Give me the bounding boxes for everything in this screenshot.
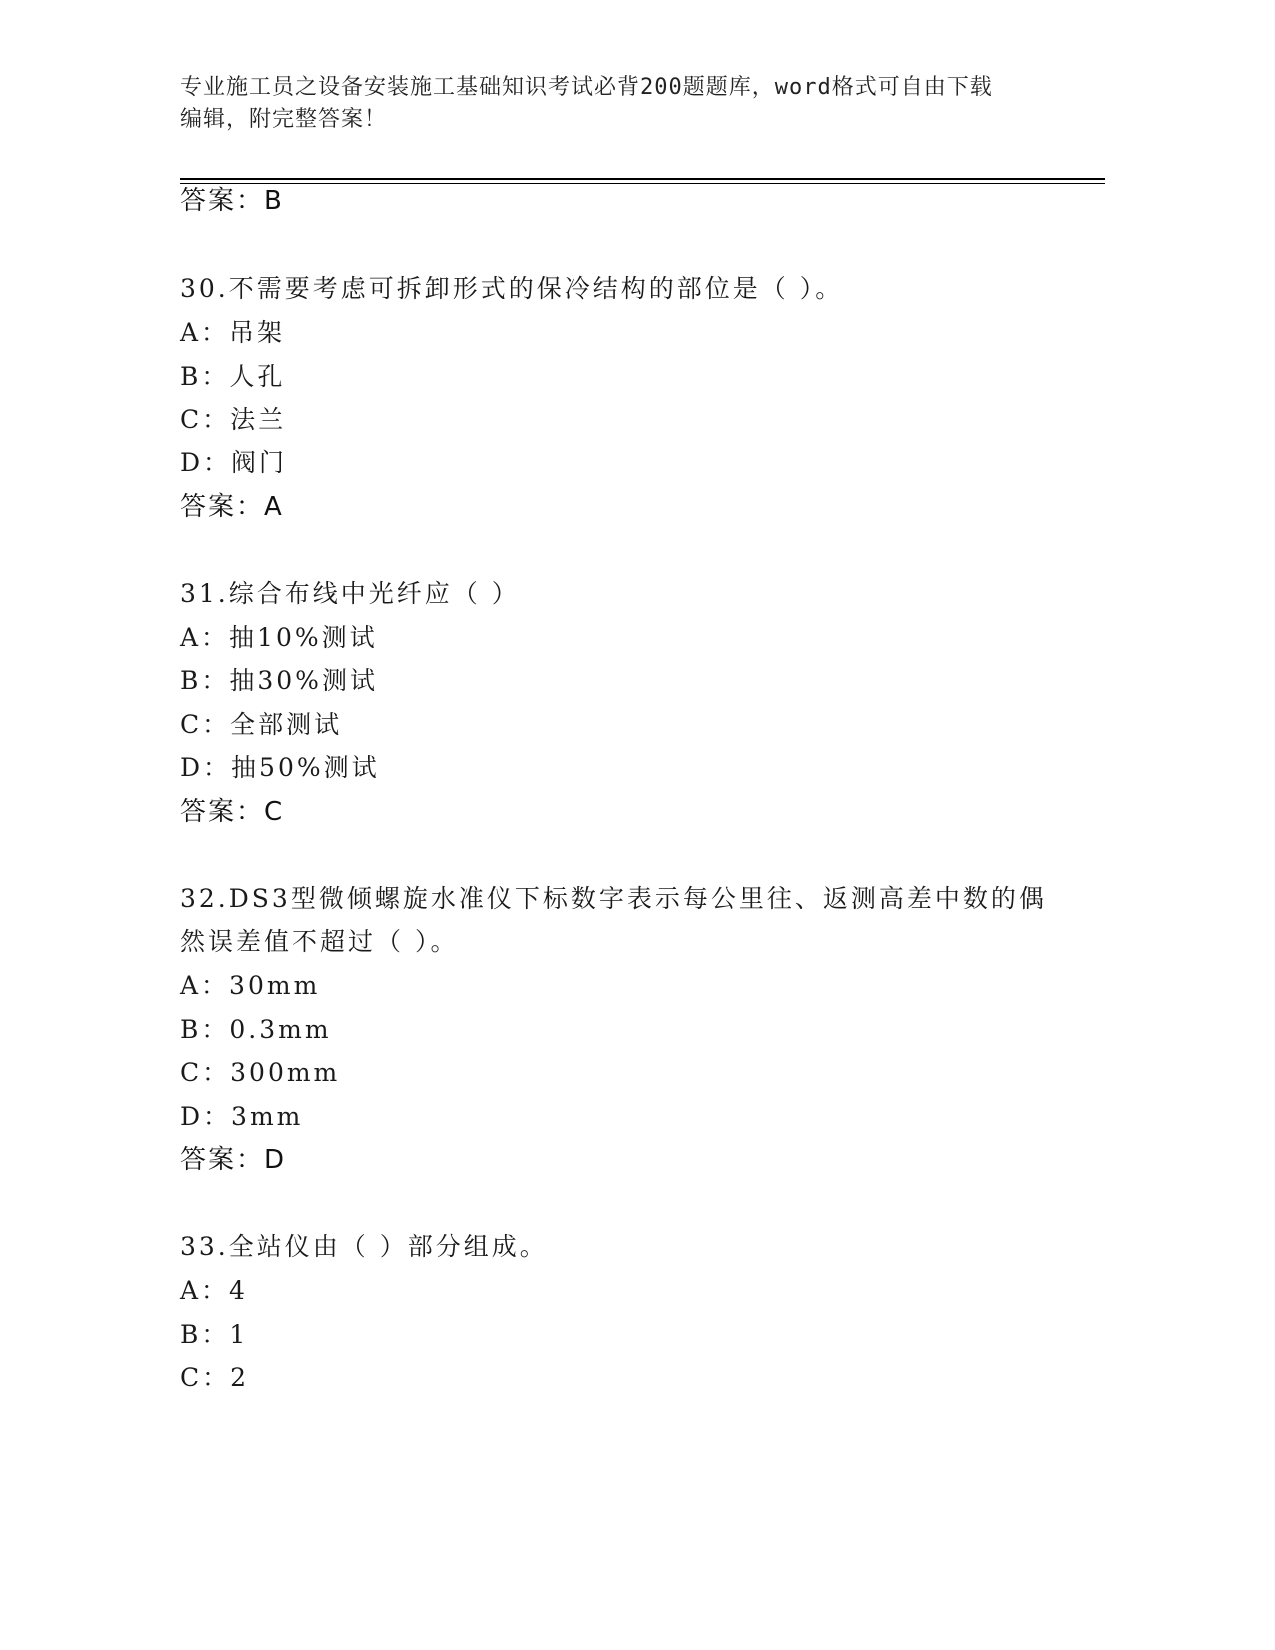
option-a: A：30mm (180, 971, 321, 1000)
header-divider-thin (180, 183, 1105, 184)
option-c: C：全部测试 (180, 710, 343, 739)
option-d: D：阀门 (180, 448, 288, 477)
option-b: B：0.3mm (180, 1015, 332, 1044)
header-title-line-1: 专业施工员之设备安装施工基础知识考试必背200题题库，word格式可自由下载 (180, 75, 993, 100)
question-stem: 31.综合布线中光纤应（ ） (180, 579, 520, 608)
previous-answer: 答案：B (180, 186, 284, 216)
option-a: A：4 (180, 1276, 248, 1305)
header-divider-thick (180, 178, 1105, 180)
option-d: D：抽50%测试 (180, 753, 380, 782)
option-a: A：吊架 (180, 318, 286, 347)
header-title-line-2: 编辑，附完整答案！ (180, 107, 388, 132)
answer: 答案：C (180, 797, 285, 827)
answer: 答案：A (180, 492, 284, 522)
option-c: C：2 (180, 1363, 250, 1392)
document-header (180, 72, 1040, 136)
option-c: C：法兰 (180, 405, 287, 434)
option-c: C：300mm (180, 1058, 341, 1087)
question-stem-line-1: 32.DS3型微倾螺旋水准仪下标数字表示每公里往、返测高差中数的偶 (180, 884, 1047, 913)
question-stem: 30.不需要考虑可拆卸形式的保冷结构的部位是（ ）。 (180, 274, 844, 303)
question-stem: 33.全站仪由（ ）部分组成。 (180, 1232, 548, 1261)
question-stem-line-2: 然误差值不超过（ ）。 (180, 927, 459, 956)
option-b: B：抽30%测试 (180, 666, 378, 695)
option-d: D：3mm (180, 1102, 304, 1131)
option-a: A：抽10%测试 (180, 623, 378, 652)
option-b: B：人孔 (180, 362, 286, 391)
option-b: B：1 (180, 1320, 249, 1349)
answer: 答案：D (180, 1145, 287, 1175)
